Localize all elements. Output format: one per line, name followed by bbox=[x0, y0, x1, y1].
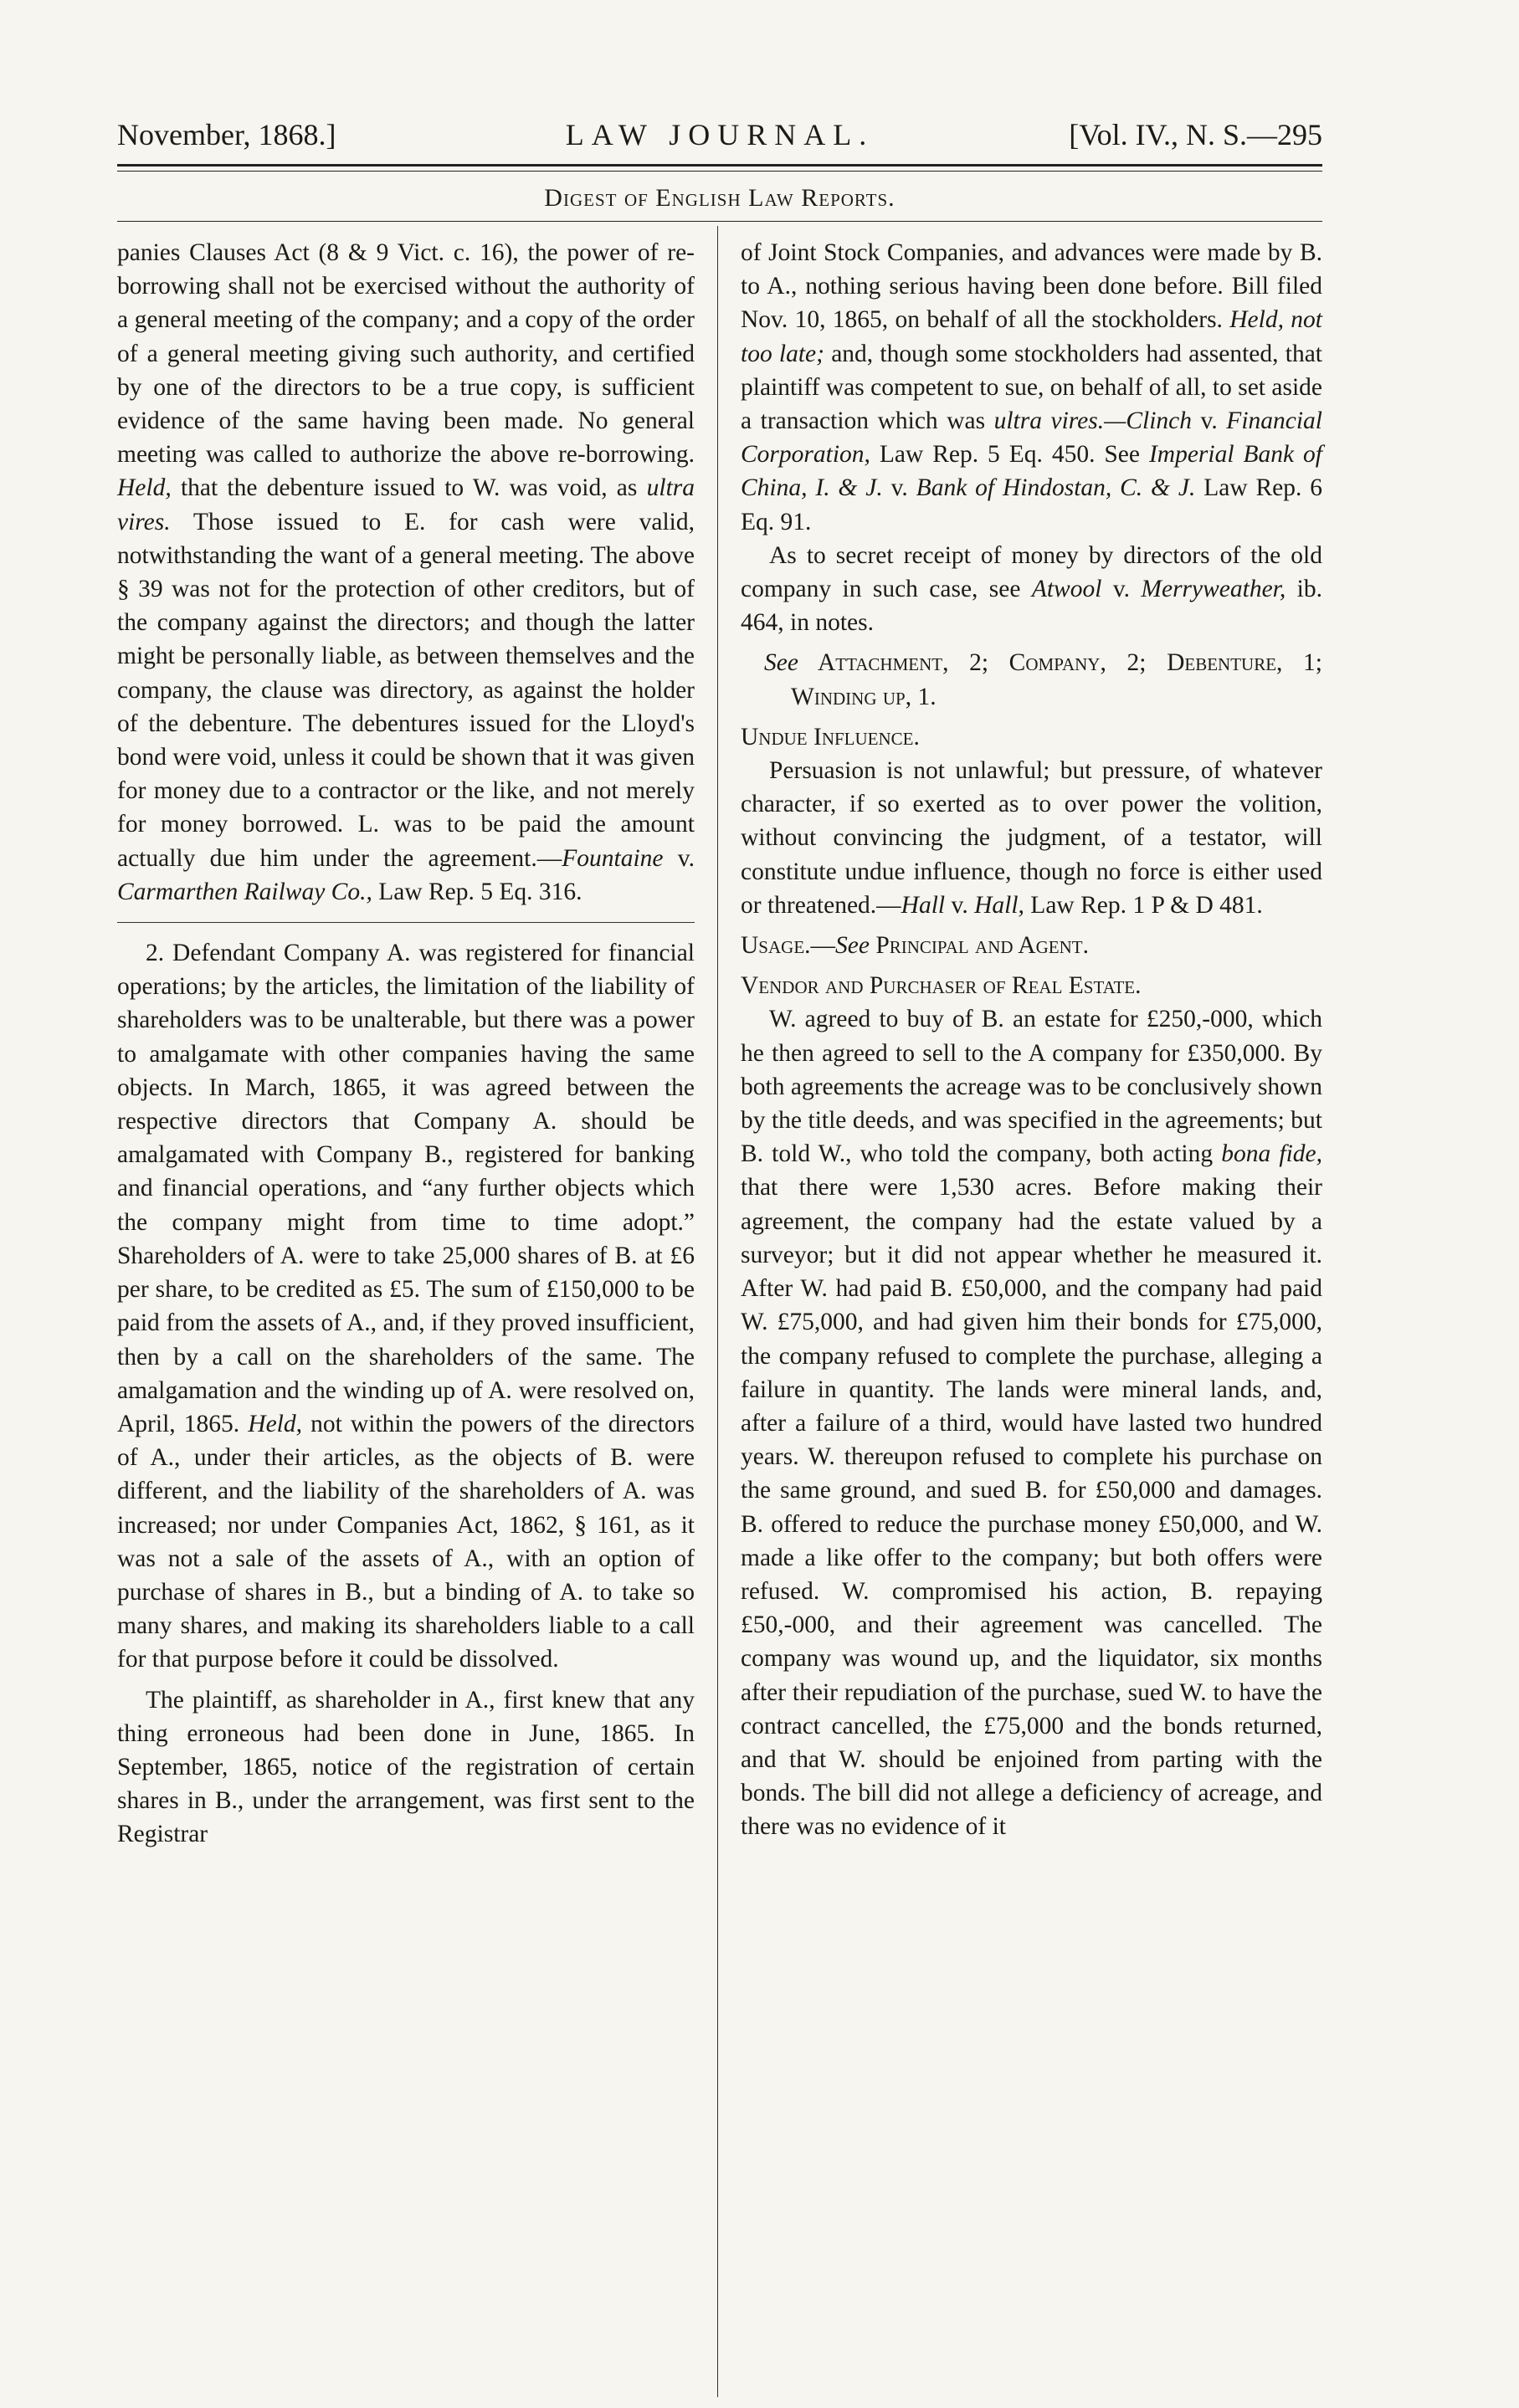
paragraph-continuation: panies Clauses Act (8 & 9 Vict. c. 16), the power of re-borrowing shall not be exercised without the authority of a general meeting of the company; and a copy of the order of a general meeting giving such authority, and certified by one of the directors to be a true copy, is sufficient evidence of the same having been made. No general meeting was called to authorize the above re-borrowing. Held, that the debenture issued to W. was void, as ultra vires. Those issued to E. for cash were valid, notwithstanding the want of a general meeting. The above § 39 was not for the protection of other creditors, but of the company against the directors; and though the latter might be personally liable, as between themselves and the company, the clause was directory, as against the holder of the debenture. The debentures issued for the Lloyd's bond were void, unless it could be shown that it was given for money due to a contractor or the like, and not merely for money borrowed. L. was to be paid the amount actually due him under the agreement.—Fountaine v. Carmarthen Railway Co., Law Rep. 5 Eq. 316. bbox=[117, 239, 695, 905]
column-divider bbox=[717, 226, 718, 2397]
section-subtitle: Digest of English Law Reports. bbox=[544, 184, 895, 212]
paragraph-plaintiff: The plaintiff, as shareholder in A., first knew that any thing erroneous had been done in June, 1865. In September, 1865, notice of the registration of certain shares in B., under the arrangement, was first sent to the Registrar bbox=[117, 1686, 695, 1848]
paragraph-secret-receipt: As to secret receipt of money by directors of the old company in such case, see Atwool v. Merryweather, ib. 464, in notes. bbox=[741, 541, 1322, 637]
paragraph-undue-influence: Persuasion is not unlawful; but pressure, of whatever character, if so exerted as to over power the volition, without convincing the judgment, of a testator, will constitute undue influence, though no force is either used or threatened.—Hall v. Hall, Law Rep. 1 P & D 481. bbox=[741, 757, 1322, 919]
left-column bbox=[117, 236, 695, 1852]
journal-title: LAW JOURNAL. bbox=[565, 118, 875, 151]
running-header bbox=[117, 117, 1322, 159]
header-date: November, 1868.] bbox=[117, 118, 336, 151]
heading-vendor-purchaser: Vendor and Purchaser of Real Estate. bbox=[741, 972, 1142, 1000]
header-rule-thick bbox=[117, 164, 1322, 167]
header-volume-page: [Vol. IV., N. S.—295 bbox=[1069, 118, 1322, 151]
heading-undue-influence: Undue Influence. bbox=[741, 723, 920, 751]
subtitle-rule bbox=[117, 221, 1322, 222]
paragraph-case-2: 2. Defendant Company A. was registered for financial operations; by the articles, the limitation of the liability of shareholders was to be unalterable, but there was a power to amalgamate with other companies having the same objects. In March, 1865, it was agreed between the respective directors that Company A. should be amalgamated with Company B., registered for banking and financial operations, and “any further objects which the company might from time to time adopt.” Shareholders of A. were to take 25,000 shares of B. at £6 per share, to be credited as £5. The sum of £150,000 to be paid from the assets of A., and, if they proved insufficient, then by a call on the shareholders of the same. The amalgamation and the winding up of A. were resolved on, April, 1865. Held, not within the powers of the directors of A., under their articles, as the objects of B. were different, and the liability of the shareholders of A. was increased; nor under Companies Act, 1862, § 161, as it was not a sale of the assets of A., with an option of purchase of shares in B., but a binding of A. to take so many shares, and making its shareholders liable to a call for that purpose before it could be dissolved. bbox=[117, 940, 695, 1673]
paragraph-continuation-right: of Joint Stock Companies, and advances were made by B. to A., nothing serious having been done before. Bill filed Nov. 10, 1865, on behalf of all the stockholders. Held, not too late; and, though some stockholders had assented, that plaintiff was competent to sue, on behalf of all, to set aside a transaction which was ultra vires.—Clinch v. Financial Corporation, Law Rep. 5 Eq. 450. See Imperial Bank of China, I. & J. v. Bank of Hindostan, C. & J. Law Rep. 6 Eq. 91. bbox=[741, 239, 1323, 535]
header-rule-thin bbox=[117, 171, 1322, 172]
right-column bbox=[741, 236, 1322, 1844]
case-separator-rule bbox=[117, 922, 695, 923]
paragraph-vendor-purchaser: W. agreed to buy of B. an estate for £250,-000, which he then agreed to sell to the A company for £350,000. By both agreements the acreage was to be conclusively shown by the title deeds, and was specified in the agreements; but B. told W., who told the company, both acting bona fide, that there were 1,530 acres. Before making their agreement, the company had the estate valued by a surveyor; but it did not appear whether he measured it. After W. had paid B. £50,000, and the company had paid W. £75,000, and had given him their bonds for £75,000, the company refused to complete the purchase, alleging a failure in quantity. The lands were mineral lands, and, after a failure of a third, would have lasted two hundred years. W. thereupon refused to complete his purchase on the same ground, and sued B. for £50,000 and damages. B. offered to reduce the purchase money £50,000, and W. made a like offer to the company; but both offers were refused. W. compromised his action, B. repaying £50,-000, and their agreement was cancelled. The company was wound up, and the liquidator, six months after their repudiation of the purchase, sued W. to have the contract cancelled, the £75,000 and the bonds returned, and that W. should be enjoined from parting with the bonds. The bill did not allege a deficiency of acreage, and there was no evidence of it bbox=[741, 1006, 1322, 1841]
heading-usage: Usage.—See Principal and Agent. bbox=[741, 932, 1089, 960]
cross-reference-see: See Attachment, 2; Company, 2; Debenture, 1; Winding up, 1. bbox=[764, 649, 1322, 710]
